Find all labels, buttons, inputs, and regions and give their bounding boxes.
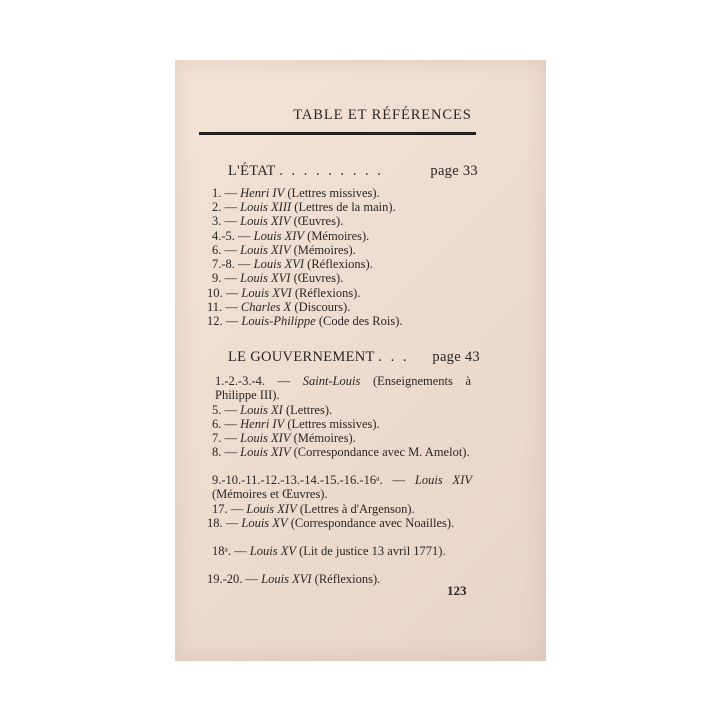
entry-work: (Réflexions).: [311, 572, 381, 586]
entry-author: Charles X: [240, 300, 292, 314]
entry-author: Louis XV: [241, 516, 288, 530]
entry-number: 4.-5.: [212, 229, 235, 243]
entry-work: (Enseignements à Philippe III).: [215, 374, 472, 402]
entry-dash: —: [221, 417, 241, 431]
entry-dash: —: [382, 473, 415, 487]
entry-author: Louis XVI: [261, 572, 312, 586]
entry-author: Henri IV: [240, 186, 285, 200]
entry-dash: —: [242, 572, 262, 586]
entry-dash: —: [222, 300, 241, 314]
toc-entry: [212, 431, 356, 445]
entry-author: Louis XI: [240, 403, 283, 417]
entry-number: 10.: [207, 286, 223, 300]
entry-number: 9.-10.-11.-12.-13.-14.-15.-16.-16ᵃ.: [212, 473, 383, 487]
entry-dash: —: [227, 502, 247, 516]
entry-dash: —: [221, 431, 241, 445]
entry-work: (Correspondance avec M. Amelot).: [290, 445, 470, 459]
entry-work: (Lettres).: [282, 403, 333, 417]
toc-entry: [212, 403, 332, 417]
leader-dots: . . .: [378, 349, 409, 365]
toc-entry: [212, 473, 472, 501]
toc-entry: [212, 544, 472, 558]
entry-author: Louis XIII: [240, 200, 292, 214]
entry-author: Saint-Louis: [302, 374, 361, 388]
entry-work: (Mémoires).: [290, 243, 356, 257]
header-rule: [199, 132, 476, 135]
page-title: TABLE ET RÉFÉRENCES: [293, 107, 472, 123]
entry-dash: —: [265, 374, 303, 388]
entry-author: Louis XVI: [253, 257, 305, 271]
section-heading-gouvernement: [228, 349, 480, 366]
entry-work: (Code des Rois).: [315, 314, 403, 328]
toc-entry: [212, 445, 472, 459]
entry-number: 6.: [212, 243, 222, 257]
entry-author: Louis XV: [249, 544, 296, 558]
toc-entry: [212, 243, 356, 257]
toc-entry: [212, 271, 343, 285]
entry-work: (Correspondance avec Noailles).: [287, 516, 455, 530]
toc-entry: [212, 214, 343, 228]
toc-entry: [212, 186, 380, 200]
entry-work: (Mémoires).: [290, 431, 356, 445]
toc-entry: [212, 229, 369, 243]
entry-number: 7.: [212, 431, 222, 445]
toc-entry: [207, 314, 403, 328]
entry-dash: —: [231, 544, 250, 558]
entry-number: 9.: [212, 271, 222, 285]
toc-entry: [207, 516, 472, 530]
entry-author: Louis XIV: [246, 502, 297, 516]
entry-dash: —: [221, 186, 241, 200]
book-page: [175, 60, 546, 661]
entry-dash: —: [234, 257, 254, 271]
entry-dash: —: [221, 403, 241, 417]
entry-work: (Mémoires).: [304, 229, 370, 243]
entry-dash: —: [234, 229, 254, 243]
section-page-ref: page 43: [432, 349, 480, 365]
section-title: LE GOUVERNEMENT: [228, 349, 375, 365]
entry-work: (Œuvres).: [290, 214, 344, 228]
entry-author: Louis XIV: [240, 214, 291, 228]
entry-number: 2.: [212, 200, 222, 214]
entry-author: Louis XVI: [241, 286, 292, 300]
entry-author: Louis XIV: [240, 445, 291, 459]
entry-number: 18.: [207, 516, 223, 530]
entry-number: 12.: [207, 314, 223, 328]
toc-entry: [212, 502, 415, 516]
entry-number: 5.: [212, 403, 222, 417]
entry-number: 3.: [212, 214, 222, 228]
entry-author: Louis XIV: [253, 229, 305, 243]
entry-work: (Réflexions).: [304, 257, 373, 271]
leader-dots: . . . . . . . . .: [279, 163, 384, 179]
toc-entry: [207, 572, 380, 586]
entry-dash: —: [222, 516, 242, 530]
section-title: L'ÉTAT: [228, 163, 276, 179]
entry-work: (Œuvres).: [290, 271, 344, 285]
entry-author: Louis-Philippe: [241, 314, 316, 328]
entry-author: Louis XIV: [414, 473, 472, 487]
toc-entry: [207, 300, 350, 314]
entry-dash: —: [221, 200, 241, 214]
entry-number: 1.-2.-3.-4.: [215, 374, 265, 388]
entry-number: 7.-8.: [212, 257, 235, 271]
page-number: 123: [447, 583, 467, 598]
entry-number: 6.: [212, 417, 222, 431]
entry-work: (Discours).: [291, 300, 351, 314]
entry-author: Louis XVI: [240, 271, 291, 285]
toc-entry: [212, 257, 373, 271]
entry-number: 18ᵃ.: [212, 544, 232, 558]
entry-work: (Lettres de la main).: [291, 200, 396, 214]
toc-entry: [215, 374, 471, 402]
entry-author: Louis XIV: [240, 243, 291, 257]
entry-number: 19.-20.: [207, 572, 243, 586]
toc-entry: [207, 286, 360, 300]
entry-author: Henri IV: [240, 417, 285, 431]
entry-dash: —: [221, 271, 241, 285]
entry-work: (Lettres à d'Argenson).: [296, 502, 415, 516]
entry-author: Louis XIV: [240, 431, 291, 445]
section-page-ref: page 33: [430, 163, 478, 179]
toc-entry: [212, 417, 380, 431]
entry-dash: —: [221, 243, 241, 257]
entry-dash: —: [222, 314, 242, 328]
entry-number: 11.: [207, 300, 223, 314]
entry-number: 1.: [212, 186, 222, 200]
entry-dash: —: [221, 214, 241, 228]
entry-number: 17.: [212, 502, 228, 516]
entry-work: (Réflexions).: [291, 286, 361, 300]
entry-work: (Lettres missives).: [284, 186, 380, 200]
entry-dash: —: [222, 286, 242, 300]
entry-work: (Mémoires et Œuvres).: [212, 487, 328, 501]
section-heading-etat: [228, 163, 478, 180]
toc-entry: [212, 200, 396, 214]
entry-number: 8.: [212, 445, 222, 459]
entry-work: (Lit de justice 13 avril 1771).: [295, 544, 446, 558]
entry-dash: —: [221, 445, 241, 459]
entry-work: (Lettres missives).: [284, 417, 380, 431]
